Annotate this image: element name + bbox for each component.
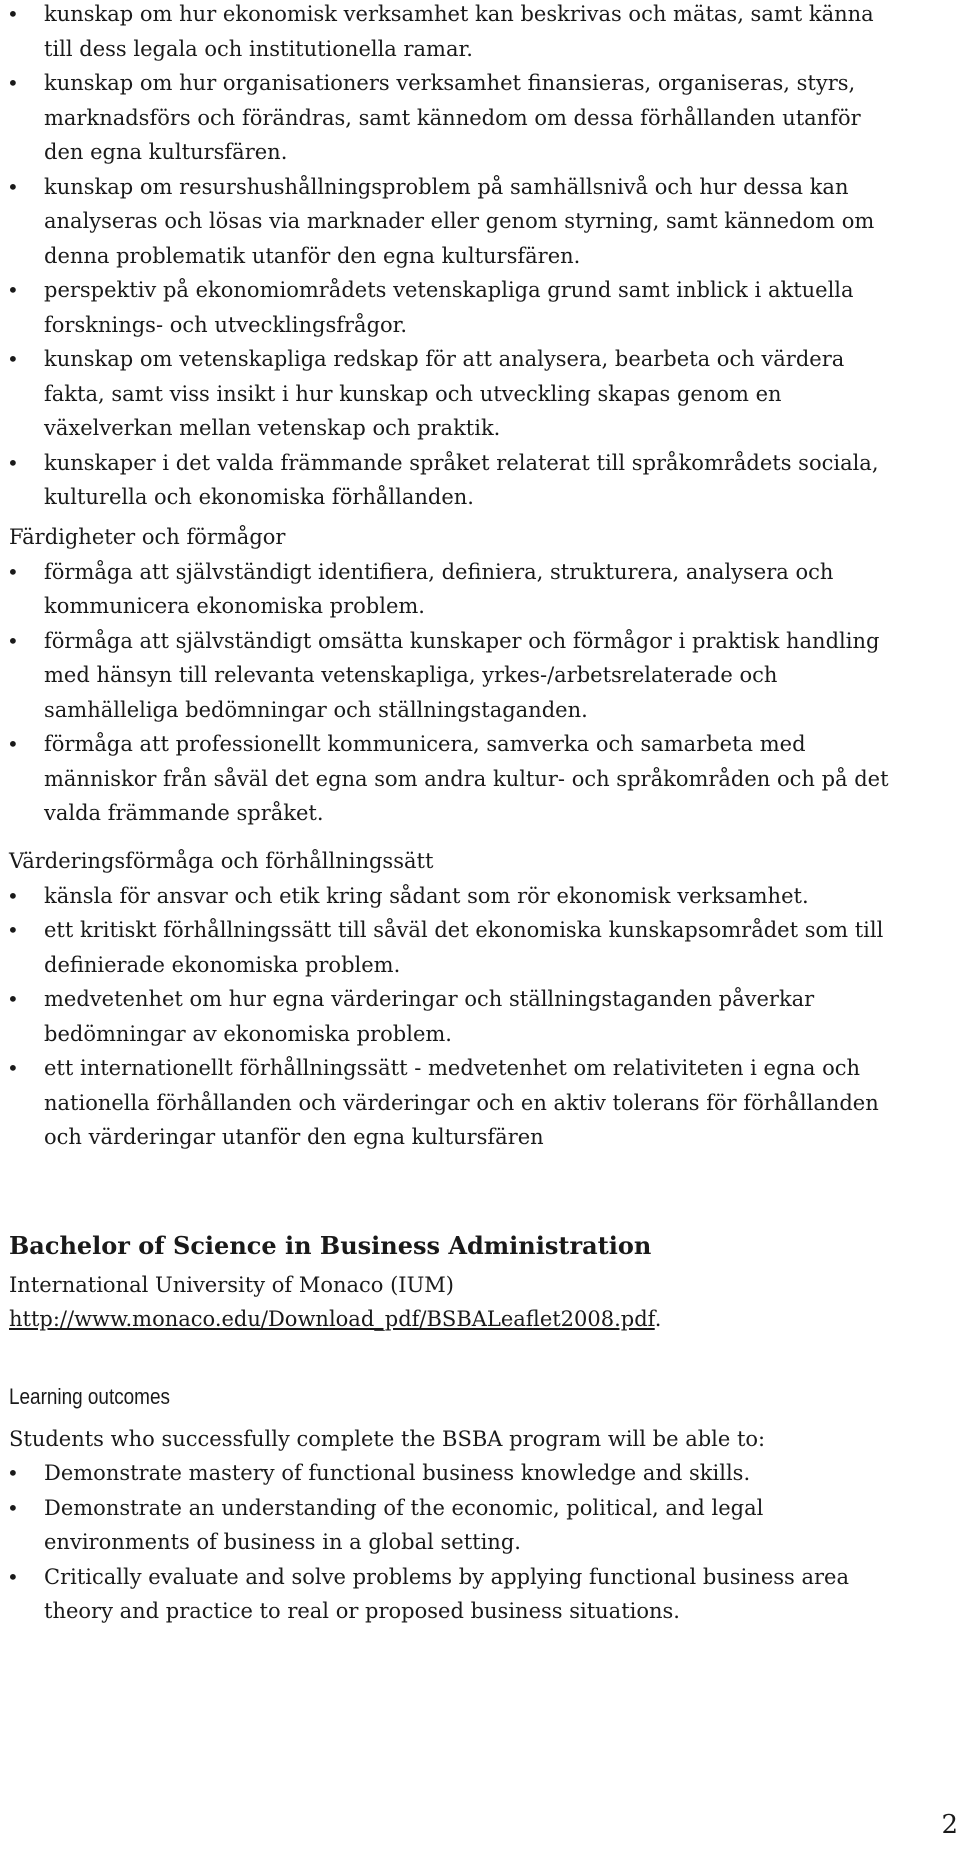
learning-outcomes-list xyxy=(0,1456,900,1629)
list-item: • kunskap om resurshushållningsproblem på samhällsnivå och hur dessa kan analyseras och lösas via marknader eller genom styrning, samt kännedom om denna problematik utanför den egna kultursfären. xyxy=(0,170,900,274)
list-item: • kunskap om hur organisationers verksamhet finansieras, organiseras, styrs, marknadsförs och förändras, samt kännedom om dessa förhållanden utanför den egna kultursfären. xyxy=(0,66,900,170)
skills-list xyxy=(0,555,900,831)
program-link-row xyxy=(9,1302,661,1336)
program-link[interactable]: http://www.monaco.edu/Download_pdf/BSBALeaflet2008.pdf xyxy=(9,1307,655,1331)
skills-heading: Färdigheter och förmågor xyxy=(9,525,286,549)
list-item: • förmåga att självständigt omsätta kunskaper och förmågor i praktisk handling med hänsyn till relevanta vetenskapliga, yrkes-/arbetsrelaterade och samhälleliga bedömningar och ställningstaganden. xyxy=(0,624,900,728)
list-item: • medvetenhet om hur egna värderingar och ställningstaganden påverkar bedömningar av ekonomiska problem. xyxy=(0,982,900,1051)
list-item: • Demonstrate mastery of functional business knowledge and skills. xyxy=(0,1456,900,1491)
learning-outcomes-intro: Students who successfully complete the BSBA program will be able to: xyxy=(9,1427,766,1451)
list-item: • känsla för ansvar och etik kring sådant som rör ekonomisk verksamhet. xyxy=(0,879,900,914)
list-item: • förmåga att självständigt identifiera, definiera, strukturera, analysera och kommunicera ekonomiska problem. xyxy=(0,555,900,624)
list-item: • Demonstrate an understanding of the economic, political, and legal environments of business in a global setting. xyxy=(0,1491,900,1560)
list-item: • ett internationellt förhållningssätt - medvetenhet om relativiteten i egna och nationella förhållanden och värderingar och en aktiv tolerans för förhållanden och värderingar utanför den egna kultursfären xyxy=(0,1051,900,1155)
values-heading: Värderingsförmåga och förhållningssätt xyxy=(9,849,434,873)
list-item: • Critically evaluate and solve problems by applying functional business area theory and practice to real or proposed business situations. xyxy=(0,1560,900,1629)
values-section xyxy=(0,844,900,1155)
list-item: • kunskap om vetenskapliga redskap för att analysera, bearbeta och värdera fakta, samt viss insikt i hur kunskap och utveckling skapas genom en växelverkan mellan vetenskap och praktik. xyxy=(0,342,900,446)
page-number: 2 xyxy=(941,1810,958,1840)
values-list xyxy=(0,879,900,1155)
list-item: • förmåga att professionellt kommunicera, samverka och samarbeta med människor från såväl det egna som andra kultur- och språkområden och på det valda främmande språket. xyxy=(0,727,900,831)
list-item: • perspektiv på ekonomiområdets vetenskapliga grund samt inblick i aktuella forsknings- och utvecklingsfrågor. xyxy=(0,273,900,342)
list-item: • kunskaper i det valda främmande språket relaterat till språkområdets sociala, kulturella och ekonomiska förhållanden. xyxy=(0,446,900,515)
list-item: • kunskap om hur ekonomisk verksamhet kan beskrivas och mätas, samt känna till dess legala och institutionella ramar. xyxy=(0,0,900,66)
list-item: • ett kritiskt förhållningssätt till såväl det ekonomiska kunskapsområdet som till definierade ekonomiska problem. xyxy=(0,913,900,982)
institution-name: International University of Monaco (IUM) xyxy=(9,1273,454,1297)
learning-outcomes-heading: Learning outcomes xyxy=(9,1384,170,1409)
program-title: Bachelor of Science in Business Administration xyxy=(9,1231,652,1260)
knowledge-list xyxy=(0,0,900,515)
skills-section xyxy=(0,520,900,831)
link-suffix: . xyxy=(654,1307,662,1331)
